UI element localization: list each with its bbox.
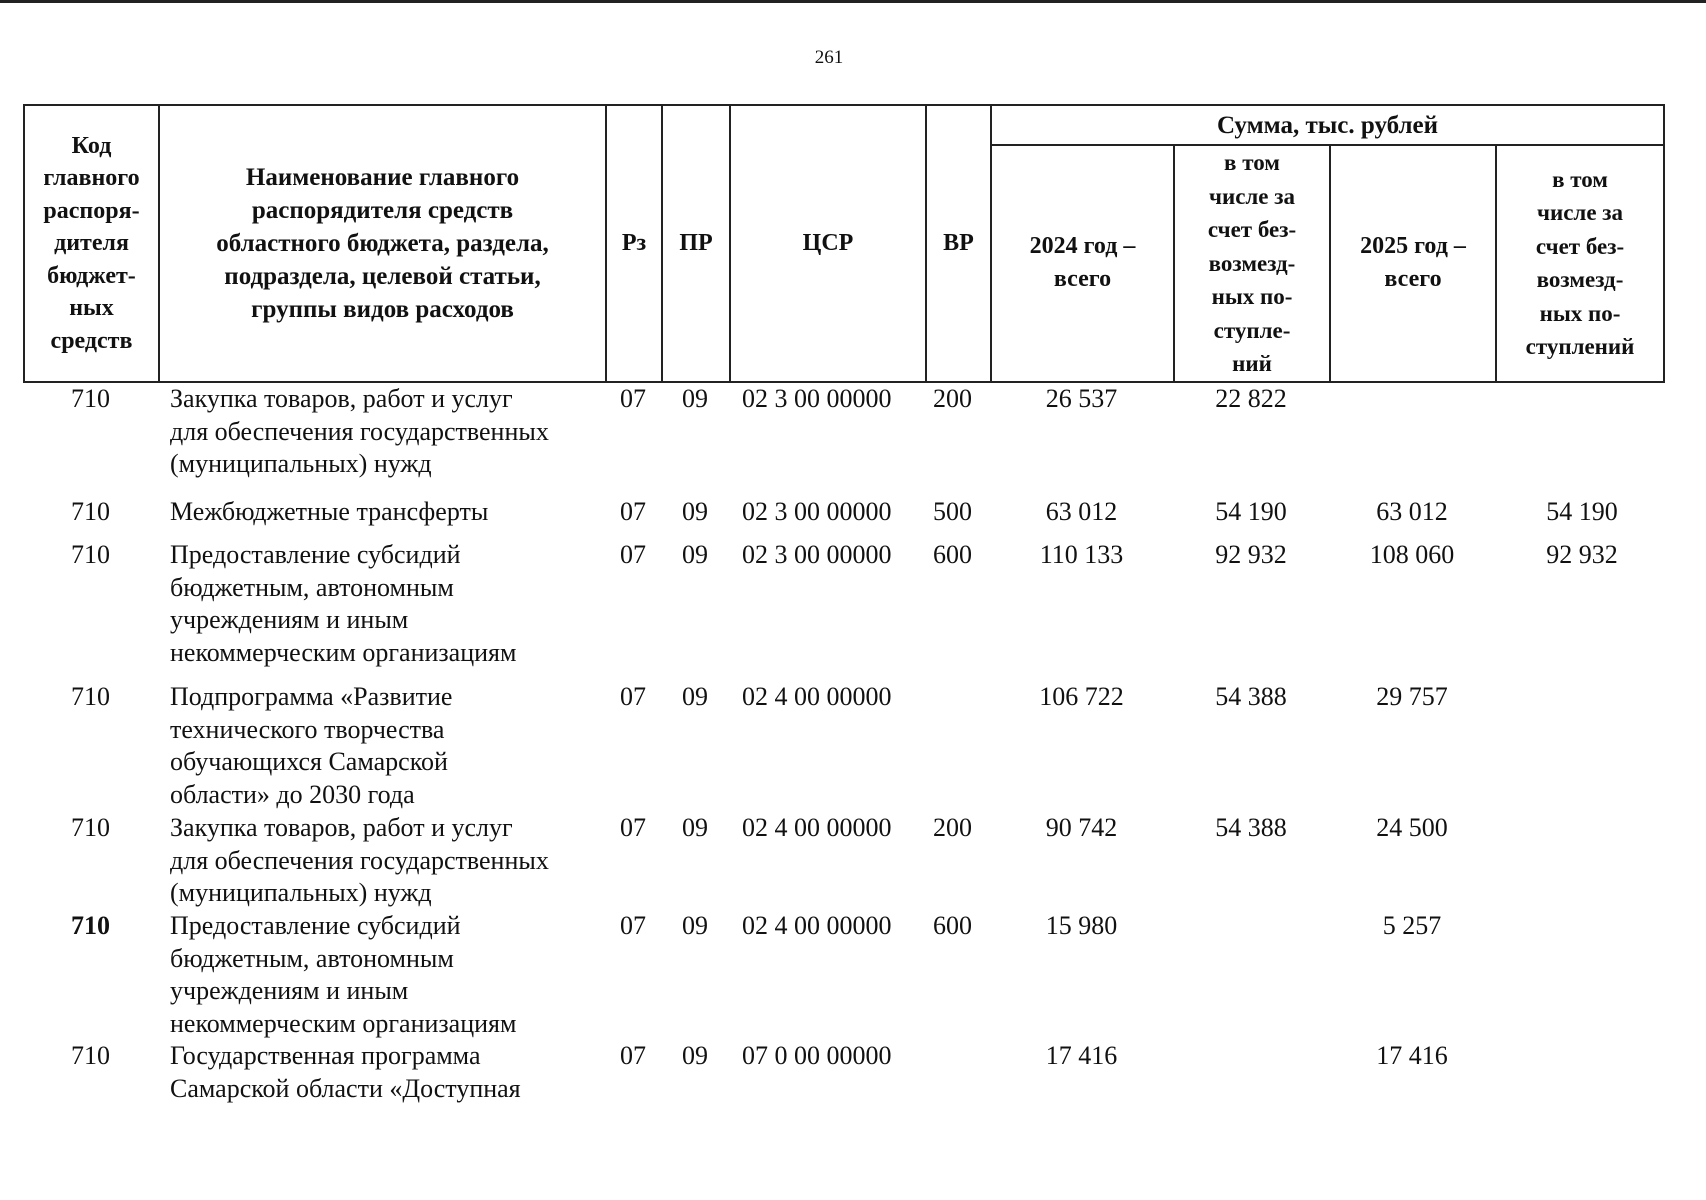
page-number: 261 (814, 47, 844, 68)
cell-2024-gratis (1173, 1040, 1329, 1110)
header-2024-gratis-line: в том (1224, 150, 1280, 175)
cell-rz: 07 (620, 1041, 646, 1070)
header-code (24, 105, 159, 382)
cell-csr: 02 3 00 00000 (742, 384, 892, 413)
header-2025-gratis-line: в том (1552, 166, 1608, 192)
cell-vr: 600 (933, 911, 972, 940)
cell-pr: 09 (682, 813, 708, 842)
cell-code: 710 (71, 682, 110, 711)
header-2024-line: всего (1053, 266, 1112, 293)
cell-2025-gratis: 92 932 (1546, 540, 1618, 569)
cell-name-line: Подпрограмма «Развитие (170, 682, 453, 711)
header-2025-line: 2025 год – (1360, 233, 1466, 260)
cell-2025-total: 29 757 (1376, 682, 1448, 711)
header-name-line: подраздела, целевой статьи, (224, 262, 541, 290)
cell-name-line: технического творчества (170, 714, 445, 744)
cell-2025-total: 24 500 (1376, 813, 1448, 842)
cell-rz: 07 (620, 384, 646, 413)
cell-2024-gratis: 22 822 (1215, 384, 1287, 413)
cell-vr (925, 681, 990, 812)
header-name (159, 105, 606, 382)
cell-name-line: учреждениям и иным (170, 605, 409, 634)
cell-name-line: Закупка товаров, работ и услуг (170, 813, 513, 842)
header-pr: ПР (662, 105, 730, 382)
cell-2025-gratis (1495, 812, 1663, 910)
table-row (23, 812, 1663, 910)
cell-name-line: Предоставление субсидий (170, 540, 461, 569)
cell-csr: 02 3 00 00000 (742, 497, 892, 526)
cell-name (158, 681, 605, 812)
cell-code: 710 (71, 1041, 110, 1070)
cell-name-line: Предоставление субсидий (170, 911, 461, 940)
cell-csr: 07 0 00 00000 (742, 1041, 892, 1070)
cell-2025-gratis (1495, 1040, 1663, 1110)
cell-name-line: некоммерческим организациям (170, 637, 517, 667)
header-code-line: ных (69, 295, 114, 321)
cell-2024-total: 17 416 (1045, 1041, 1118, 1070)
header-code-line: Код (71, 132, 112, 159)
header-2024-gratis-line: числе за (1208, 183, 1296, 209)
header-name-line: областного бюджета, раздела, (216, 229, 549, 257)
header-2025-gratis-line: ных по- (1539, 300, 1621, 326)
cell-2025-total (1329, 383, 1495, 496)
header-code-line: бюджет- (47, 262, 136, 289)
cell-2025-total: 17 416 (1376, 1041, 1448, 1070)
header-code-line: средств (50, 327, 133, 354)
header-2025-total (1330, 145, 1496, 382)
cell-pr: 09 (682, 682, 708, 711)
cell-name-line: Государственная программа (170, 1041, 481, 1070)
header-vr: ВР (926, 105, 991, 382)
cell-name (158, 539, 605, 681)
table-row (23, 1040, 1663, 1110)
header-name-line: Наименование главного (245, 163, 520, 191)
cell-2024-total: 90 742 (1045, 813, 1118, 842)
cell-pr: 09 (682, 384, 708, 413)
cell-rz: 07 (620, 813, 646, 842)
header-rz: Рз (606, 105, 662, 382)
cell-vr: 200 (933, 813, 972, 842)
header-2024-gratis-line: ний (1232, 351, 1272, 376)
header-2024-gratis-line: ступле- (1213, 317, 1291, 343)
cell-pr: 09 (682, 911, 708, 940)
cell-2024-total: 106 722 (1039, 682, 1124, 711)
header-name-line: распорядителя средств (251, 196, 514, 224)
header-2025-line: всего (1384, 266, 1442, 293)
cell-name-line: Самарской области «Доступная (170, 1073, 521, 1103)
cell-name-line: бюджетным, автономным (170, 572, 454, 602)
cell-name (158, 1040, 605, 1110)
header-2024-gratis-line: счет без- (1207, 217, 1297, 242)
cell-name-line: (муниципальных) нужд (170, 878, 432, 907)
cell-name-line: для обеспечения государственных (170, 416, 549, 446)
cell-csr: 02 3 00 00000 (742, 540, 892, 569)
table-row (23, 910, 1663, 1040)
cell-code: 710 (71, 813, 110, 842)
cell-name (158, 496, 605, 539)
header-2024-gratis-line: ных по- (1211, 284, 1293, 309)
cell-vr (925, 1040, 990, 1110)
cell-name (158, 383, 605, 496)
header-sum: Сумма, тыс. рублей (991, 105, 1664, 145)
cell-name-line: Межбюджетные трансферты (170, 497, 489, 526)
cell-2025-gratis (1495, 383, 1663, 496)
cell-2024-total: 110 133 (1039, 540, 1124, 569)
cell-rz: 07 (620, 682, 646, 711)
cell-2024-total: 63 012 (1045, 497, 1118, 526)
cell-name (158, 910, 605, 1040)
cell-csr: 02 4 00 00000 (742, 682, 892, 711)
cell-2025-total: 63 012 (1376, 497, 1448, 526)
cell-rz: 07 (620, 540, 646, 569)
table-row (23, 539, 1663, 681)
cell-name-line: для обеспечения государственных (170, 845, 549, 875)
cell-2025-gratis: 54 190 (1546, 497, 1618, 526)
cell-name-line: (муниципальных) нужд (170, 449, 432, 478)
header-2024-gratis-line: возмезд- (1208, 250, 1296, 276)
table-header (23, 104, 1665, 383)
header-code-line: главного (43, 165, 140, 191)
cell-name-line: бюджетным, автономным (170, 943, 454, 973)
header-2024-total (991, 145, 1174, 382)
header-name-line: группы видов расходов (251, 295, 514, 323)
header-csr: ЦСР (730, 105, 926, 382)
cell-pr: 09 (682, 497, 708, 526)
header-code-line: дителя (54, 230, 129, 256)
cell-rz: 07 (620, 497, 646, 526)
cell-vr: 200 (933, 384, 972, 413)
cell-code: 710 (71, 911, 110, 940)
table-row (23, 383, 1663, 496)
cell-2024-total: 26 537 (1045, 384, 1118, 413)
header-2025-gratis-line: возмезд- (1536, 267, 1624, 293)
cell-rz: 07 (620, 911, 646, 940)
cell-2025-gratis (1495, 681, 1663, 812)
cell-name-line: обучающихся Самарской (170, 747, 448, 776)
cell-2024-gratis: 92 932 (1215, 540, 1287, 569)
cell-vr: 500 (933, 497, 972, 526)
header-2024-line: 2024 год – (1029, 233, 1136, 260)
cell-csr: 02 4 00 00000 (742, 911, 892, 940)
cell-2024-gratis: 54 388 (1215, 813, 1287, 842)
cell-name-line: Закупка товаров, работ и услуг (170, 384, 513, 413)
cell-2025-total: 5 257 (1382, 911, 1442, 940)
table-row (23, 681, 1663, 812)
cell-pr: 09 (682, 540, 708, 569)
cell-2025-gratis (1495, 910, 1663, 1040)
table-row (23, 496, 1663, 539)
cell-2024-gratis (1173, 910, 1329, 1040)
header-2024-gratis (1174, 145, 1330, 382)
cell-name (158, 812, 605, 910)
top-border-line (0, 0, 1706, 3)
cell-code: 710 (71, 384, 110, 413)
cell-name-line: учреждениям и иным (170, 976, 409, 1005)
header-2025-gratis (1496, 145, 1664, 382)
cell-2025-total: 108 060 (1369, 540, 1455, 569)
cell-2024-gratis: 54 190 (1215, 497, 1287, 526)
header-code-line: распоря- (43, 197, 140, 224)
cell-code: 710 (71, 540, 110, 569)
cell-vr: 600 (933, 540, 972, 569)
table-body (23, 383, 1663, 1110)
cell-name-line: некоммерческим организациям (170, 1008, 517, 1038)
cell-2024-gratis: 54 388 (1215, 682, 1287, 711)
header-2025-gratis-line: числе за (1537, 200, 1624, 226)
header-2025-gratis-line: счет без- (1535, 233, 1625, 259)
cell-name-line: области» до 2030 года (170, 779, 415, 809)
cell-code: 710 (71, 497, 110, 526)
cell-csr: 02 4 00 00000 (742, 813, 892, 842)
cell-pr: 09 (682, 1041, 708, 1070)
cell-2024-total: 15 980 (1045, 911, 1118, 940)
header-2025-gratis-line: ступлений (1525, 334, 1635, 360)
